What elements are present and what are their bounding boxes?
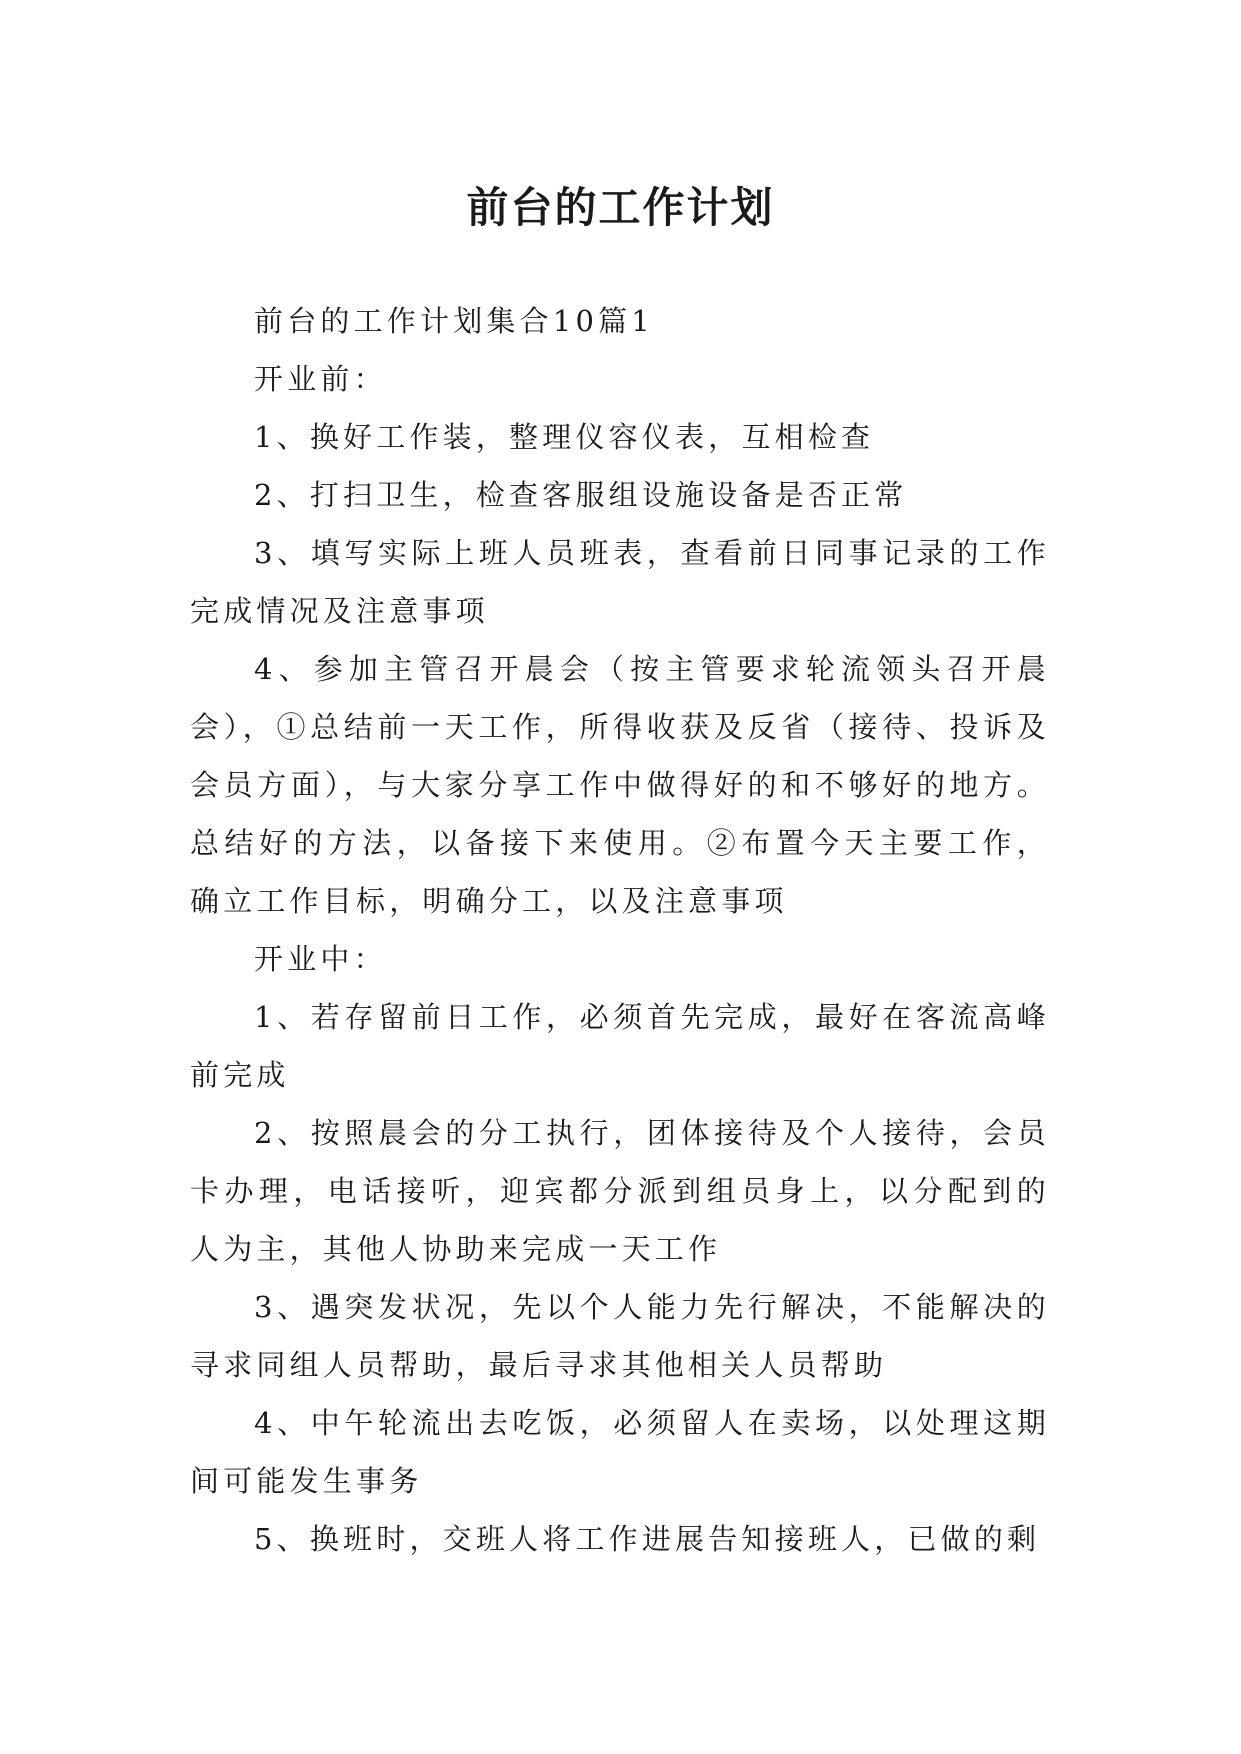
paragraph-item: 2、按照晨会的分工执行，团体接待及个人接待，会员卡办理，电话接听，迎宾都分派到组员身上，以分配到的人为主，其他人协助来完成一天工作 bbox=[190, 1116, 1050, 1266]
paragraph-item: 4、参加主管召开晨会（按主管要求轮流领头召开晨会），①总结前一天工作，所得收获及反省（接待、投诉及会员方面），与大家分享工作中做得好的和不够好的地方。总结好的方法，以备接下来使用。②布置今天主要工作，确立工作目标，明确分工，以及注意事项 bbox=[190, 652, 1050, 918]
paragraph-section-before-opening: 开业前： bbox=[254, 362, 387, 396]
paragraph-item: 1、若存留前日工作，必须首先完成，最好在客流高峰前完成 bbox=[190, 1000, 1050, 1092]
paragraph-item: 3、遇突发状况，先以个人能力先行解决，不能解决的寻求同组人员帮助，最后寻求其他相关人员帮助 bbox=[190, 1290, 1050, 1382]
document-title: 前台的工作计划 bbox=[466, 183, 775, 233]
paragraph-item: 1、换好工作装，整理仪容仪表，互相检查 bbox=[254, 420, 875, 454]
paragraph-collection-heading: 前台的工作计划集合10篇1 bbox=[254, 304, 654, 338]
paragraph-item: 2、打扫卫生，检查客服组设施设备是否正常 bbox=[254, 478, 908, 512]
paragraph-item: 4、中午轮流出去吃饭，必须留人在卖场，以处理这期间可能发生事务 bbox=[190, 1406, 1050, 1498]
document-body bbox=[190, 292, 1050, 1568]
paragraph-item: 5、换班时，交班人将工作进展告知接班人，已做的剩 bbox=[254, 1522, 1041, 1556]
paragraph-item: 3、填写实际上班人员班表，查看前日同事记录的工作完成情况及注意事项 bbox=[190, 536, 1050, 628]
paragraph-section-during-opening: 开业中： bbox=[254, 942, 387, 976]
